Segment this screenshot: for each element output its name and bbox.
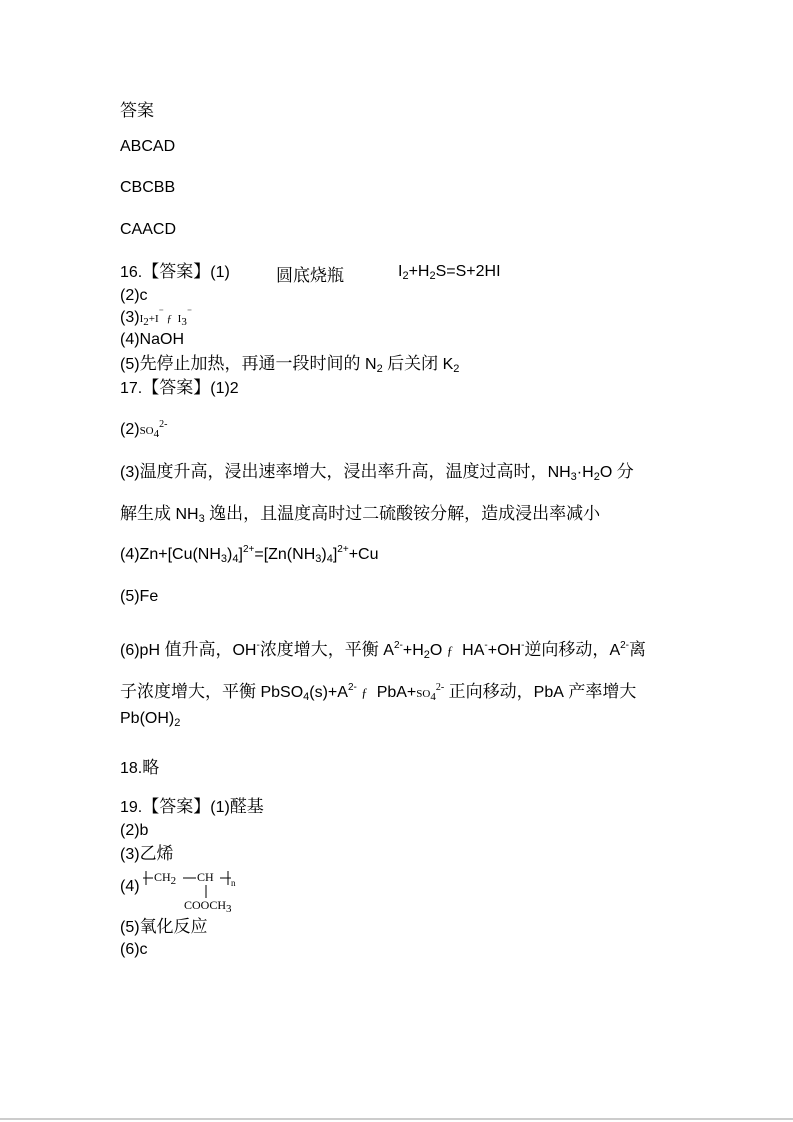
q17-part-6-line-3: $Pb(OH)_2$ bbox=[120, 710, 181, 729]
q16-part-2: (2)c bbox=[120, 287, 148, 304]
q17-part-5: (5)Fe bbox=[120, 588, 159, 605]
q17-part-3-line-2: 解生成 $NH_3$ 逸出，且温度高时过二硫酸铵分解，造成浸出率减小 bbox=[120, 504, 601, 525]
q19-answer-tag: 【答案】 bbox=[142, 797, 211, 817]
q16-part-4: (4)NaOH bbox=[120, 331, 185, 348]
q19-number: 19. bbox=[120, 799, 143, 816]
q16-part-1-equation: $I_2+H_2S=S+2HI$ bbox=[398, 263, 501, 282]
q16-number: 16. bbox=[120, 264, 143, 281]
q19-line-1: 19.【答案】(1)醛基 bbox=[120, 797, 264, 817]
q19-part-2: (2)b bbox=[120, 822, 149, 839]
polymer-ch2: $CH_2$ bbox=[154, 870, 177, 887]
polymer-n: n bbox=[231, 878, 236, 888]
q16-answer-tag: 【答案】 bbox=[142, 262, 211, 282]
q16-part-3-formula: $I_2+I^{^-}$ ƒ $I_3^{^-}$ bbox=[139, 307, 193, 328]
q19-part-5: (5)氧化反应 bbox=[120, 917, 208, 937]
mc-answer-row-3: CAACD bbox=[120, 221, 177, 238]
q19-part-6: (6)c bbox=[120, 941, 148, 958]
mc-answer-row-2: CBCBB bbox=[120, 179, 176, 196]
q17-part-6-line-2: 子浓度增大，平衡 $PbSO_4(s)+A^{2-}$ ƒ $PbA+SO_4^{2-}$ 正向移动，PbA 产率增大 bbox=[120, 682, 637, 703]
q19-part-3: (3)乙烯 bbox=[120, 844, 174, 864]
page-bottom-border bbox=[0, 1118, 793, 1120]
polymer-structure bbox=[141, 868, 271, 916]
polymer-cooch3: $COOCH_3$ bbox=[184, 898, 232, 915]
q16-line-1 bbox=[120, 262, 230, 283]
q17-part-4: $(4)Zn+[Cu(NH_3)_4]^{2+}=[Zn(NH_3)_4]^{2+}+Cu$ bbox=[120, 544, 379, 565]
q17-part-2: $(2)SO_4^{2-}$ bbox=[120, 419, 168, 440]
q16-part-3 bbox=[120, 308, 192, 329]
q17-number: 17. bbox=[120, 380, 143, 397]
q16-part-5: (5)先停止加热，再通一段时间的 $N_2$ 后关闭 $K_2$ bbox=[120, 354, 460, 375]
sulfate-formula: $SO_4^{2-}$ bbox=[139, 419, 168, 440]
page-title: 答案 bbox=[120, 101, 154, 121]
mc-answer-row-1: ABCAD bbox=[120, 138, 176, 155]
q17-line-1 bbox=[120, 378, 239, 399]
q16-part-3-label: (3) bbox=[120, 309, 140, 326]
q17-part-3-line-1: (3)温度升高，浸出速率增大，浸出率升高，温度过高时，$NH_3\cdot H_2O$ 分 bbox=[120, 462, 634, 483]
q17-part-6-line-1: (6)pH 值升高，OH-浓度增大，平衡 $A^{2-}+H_2O$ ƒ HA-+OH-逆向移动，$A^{2-}$离 bbox=[120, 640, 647, 661]
q17-part-1: (1)2 bbox=[210, 380, 239, 397]
q18-line: 18.略 bbox=[120, 758, 160, 778]
q16-part-1-label: (1) bbox=[210, 264, 230, 281]
polymer-ch: CH bbox=[197, 870, 214, 884]
q19-part-4-label: (4) bbox=[120, 878, 140, 895]
q17-answer-tag: 【答案】 bbox=[142, 378, 211, 398]
q16-part-1-answer: 圆底烧瓶 bbox=[276, 266, 344, 286]
